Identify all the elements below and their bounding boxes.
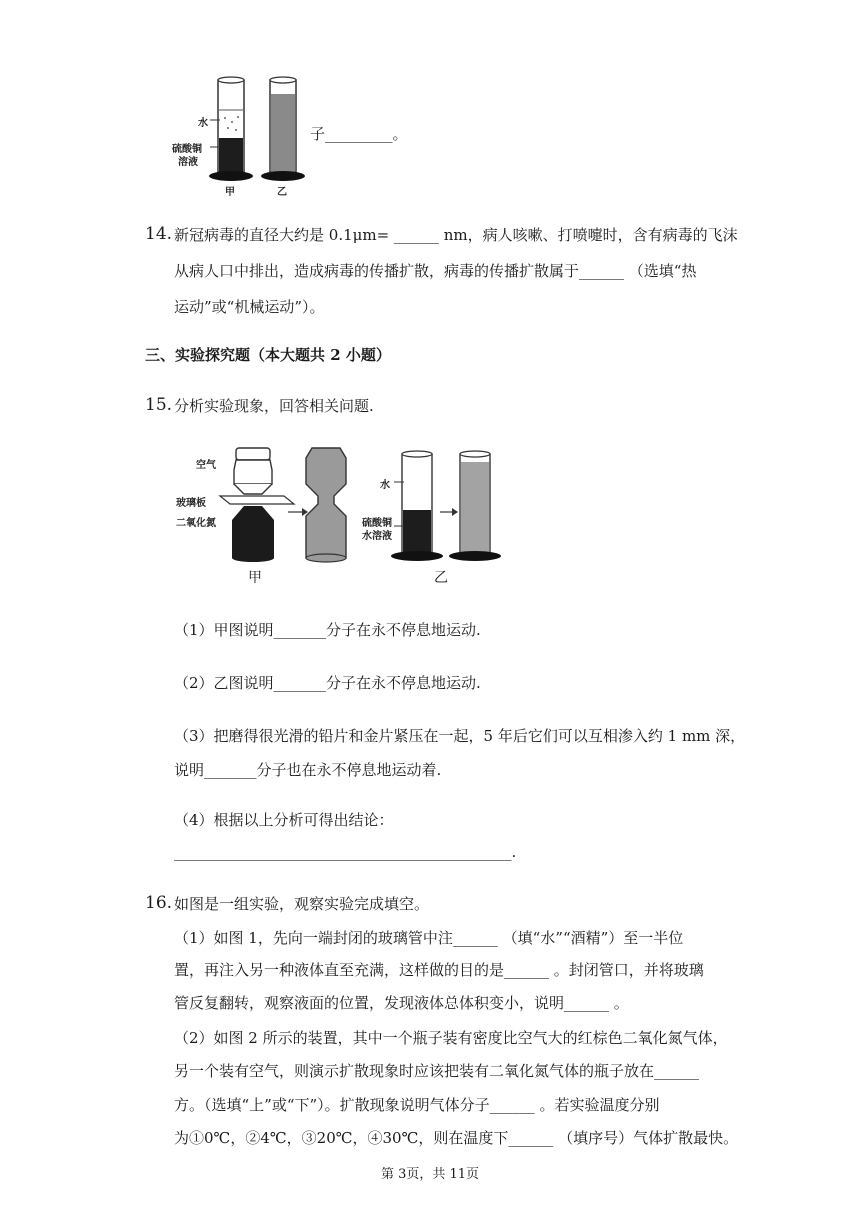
q13-continuation: 子_________。 (310, 125, 408, 143)
q16-p1-line3: 管反复翻转，观察液面的位置，发现液体总体积变小，说明______ 。 (174, 994, 629, 1012)
label-cuso4-2: 硫酸铜 (362, 518, 392, 529)
page-footer: 第 3页，共 11页 (380, 1167, 480, 1182)
label-yi: 乙 (277, 187, 287, 198)
q15-sub4-blank: _____________________________________________. (174, 843, 517, 861)
q15-sub2: （2）乙图说明_______分子在永不停息地运动. (174, 674, 481, 692)
section-title: 三、实验探究题（本大题共 2 小题） (145, 346, 391, 364)
diffusion-experiment-image (190, 440, 520, 590)
top-figure (170, 72, 320, 202)
label-aq-solution: 水溶液 (362, 531, 392, 542)
label-jia: 甲 (225, 187, 235, 198)
label-cuso4: 硫酸铜 (172, 144, 202, 155)
q16-p2-line2: 另一个装有空气，则演示扩散现象时应该把装有二氧化氮气体的瓶子放在______ (174, 1062, 700, 1080)
q15-figure (176, 440, 520, 590)
label-solution: 溶液 (178, 157, 198, 168)
q15-sub3-line2: 说明_______分子也在永不停息地运动着. (174, 761, 442, 779)
label-no2: 二氧化氮 (176, 518, 216, 529)
q16-number: 16. (145, 893, 173, 913)
q14-line1: 新冠病毒的直径大约是 0.1μm= ______ nm，病人咳嗽、打喷嚏时，含有病毒的飞沫 (174, 226, 738, 244)
q14-line3: 运动”或“机械运动”）。 (174, 298, 325, 316)
label-air: 空气 (196, 460, 216, 471)
label-jia-2: 甲 (248, 570, 262, 586)
label-glass-plate: 玻璃板 (176, 498, 206, 509)
label-yi-2: 乙 (434, 570, 448, 586)
q15-number: 15. (145, 395, 173, 415)
q15-stem: 分析实验现象，回答相关问题. (174, 397, 374, 415)
q16-p1-line1: （1）如图 1，先向一端封闭的玻璃管中注______ （填“水”“酒精”）至一半位 (174, 929, 684, 947)
q16-stem: 如图是一组实验，观察实验完成填空。 (174, 895, 430, 913)
q15-sub4: （4）根据以上分析可得出结论： (174, 811, 394, 829)
q15-sub1: （1）甲图说明_______分子在永不停息地运动. (174, 621, 481, 639)
label-water: 水 (198, 118, 208, 129)
q16-p1-line2: 置，再注入另一种液体直至充满，这样做的目的是______ 。封闭管口，并将玻璃 (174, 961, 704, 979)
q16-p2-line3: 方。（选填“上”或“下”）。扩散现象说明气体分子______ 。若实验温度分别 (174, 1096, 660, 1114)
label-water-2: 水 (380, 480, 390, 491)
q14-line2: 从病人口中排出，造成病毒的传播扩散，病毒的传播扩散属于______ （选填“热 (174, 262, 697, 280)
q15-sub3-line1: （3）把磨得很光滑的铅片和金片紧压在一起，5 年后它们可以互相渗入约 1 mm 深， (174, 727, 746, 745)
q16-p2-line4: 为①0℃，②4℃，③20℃，④30℃，则在温度下______ （填序号）气体扩散最快。 (174, 1129, 739, 1147)
q16-p2-line1: （2）如图 2 所示的装置，其中一个瓶子装有密度比空气大的红棕色二氧化氮气体， (174, 1029, 728, 1047)
diffusion-cylinders-image (170, 72, 320, 202)
q14-number: 14. (145, 224, 173, 244)
